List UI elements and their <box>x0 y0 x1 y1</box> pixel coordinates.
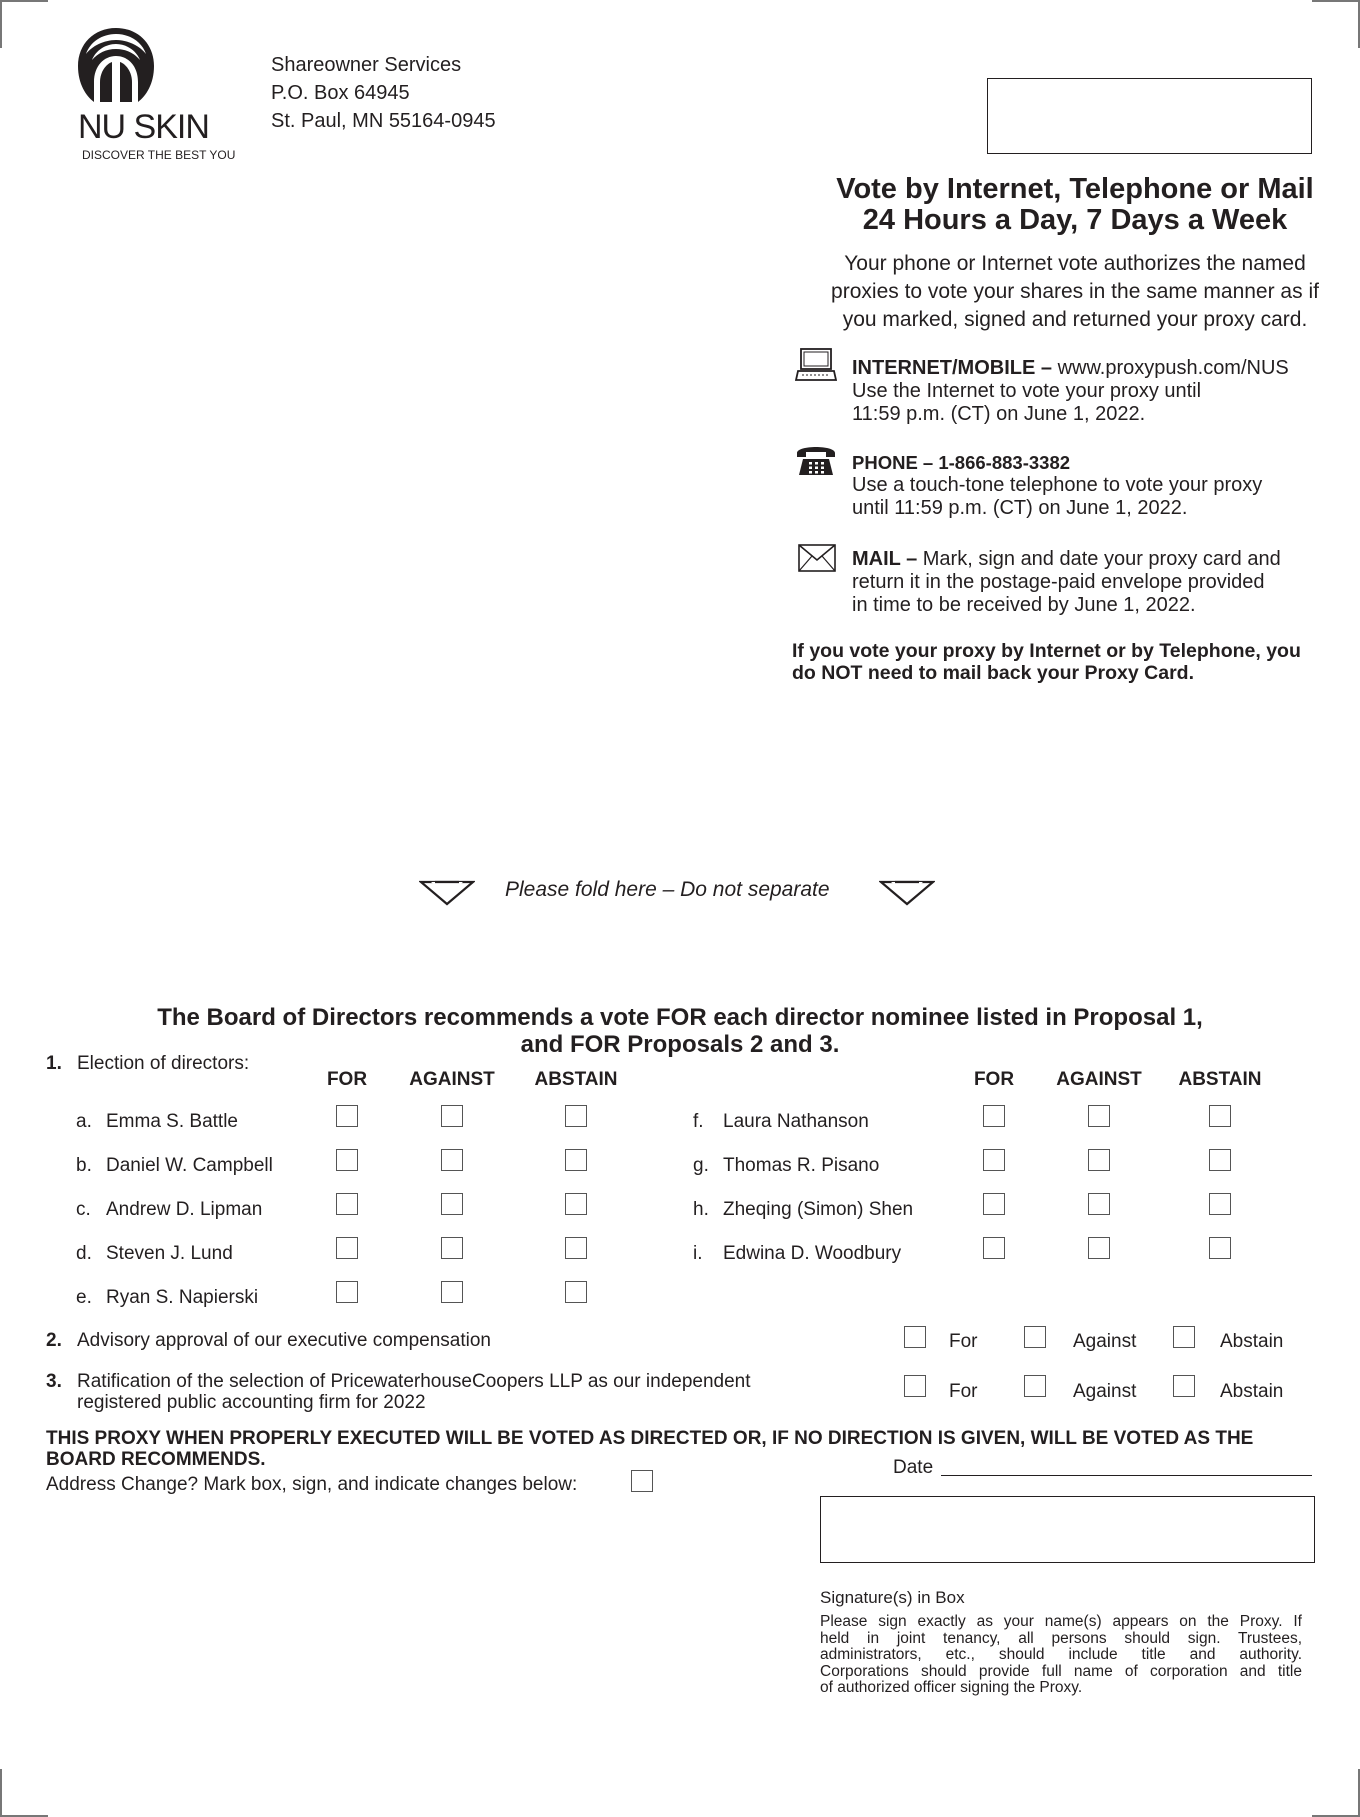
crop-mark-bl-h <box>0 1815 48 1817</box>
nominee-e-abstain-checkbox[interactable] <box>565 1281 587 1303</box>
logo-emblem-icon <box>76 26 156 106</box>
address-change-label: Address Change? Mark box, sign, and indicate changes below: <box>46 1474 578 1495</box>
phone-label: PHONE – 1-866-883-3382 <box>852 452 1071 473</box>
nominee-letter: e. <box>76 1287 92 1308</box>
mail-method <box>852 548 1357 617</box>
mail-back-note-line2: do NOT need to mail back your Proxy Card. <box>792 662 1195 684</box>
proposal-3-abstain-label: Abstain <box>1220 1381 1284 1402</box>
return-address-line2: P.O. Box 64945 <box>271 82 410 104</box>
proposal-3-for-label: For <box>949 1381 978 1402</box>
fold-instructions: Please fold here – Do not separate <box>505 878 830 901</box>
nominee-row-f <box>680 1104 1360 1140</box>
mail-line1: Mark, sign and date your proxy card and <box>917 548 1281 570</box>
crop-mark-br-h <box>1312 1815 1360 1817</box>
proposal-2-abstain-checkbox[interactable] <box>1173 1326 1195 1348</box>
nominee-e-against-checkbox[interactable] <box>441 1281 463 1303</box>
nominee-name: Emma S. Battle <box>106 1111 238 1132</box>
voting-intro-line1: Your phone or Internet vote authorizes the named <box>844 252 1306 275</box>
address-change-checkbox[interactable] <box>631 1470 653 1492</box>
signature-instructions-line4: Corporations should provide full name of corporation and title <box>820 1662 1302 1680</box>
nominee-row-e <box>0 1280 680 1316</box>
nominee-c-against-checkbox[interactable] <box>441 1193 463 1215</box>
nominee-g-abstain-checkbox[interactable] <box>1209 1149 1231 1171</box>
mail-line3: in time to be received by June 1, 2022. <box>852 594 1196 616</box>
nominee-row-b <box>0 1148 680 1184</box>
nominee-name: Steven J. Lund <box>106 1243 233 1264</box>
proposal-3-label-line1: Ratification of the selection of PricewaterhouseCoopers LLP as our independent <box>77 1371 751 1392</box>
nominee-letter: h. <box>693 1199 709 1220</box>
voting-intro <box>795 250 1355 334</box>
right-col-against-header: AGAINST <box>1056 1069 1142 1090</box>
signature-instructions-line5: of authorized officer signing the Proxy. <box>820 1679 1083 1696</box>
proposal-3-against-label: Against <box>1073 1381 1137 1402</box>
proposal-2-against-label: Against <box>1073 1331 1137 1352</box>
nominee-name: Zheqing (Simon) Shen <box>723 1199 914 1220</box>
nominee-i-abstain-checkbox[interactable] <box>1209 1237 1231 1259</box>
proposal-3-abstain-checkbox[interactable] <box>1173 1375 1195 1397</box>
signature-instructions-line1: Please sign exactly as your name(s) appears on the Proxy. If <box>820 1613 1302 1630</box>
proposal-3-number: 3. <box>46 1371 62 1392</box>
nominee-row-h <box>680 1192 1360 1228</box>
proposal-1-label: Election of directors: <box>77 1053 250 1074</box>
crop-mark-tr-v <box>1358 0 1360 48</box>
proposal-3-label-line2: registered public accounting firm for 2022 <box>77 1392 426 1413</box>
fold-arrow-left-icon <box>419 880 475 906</box>
date-label: Date <box>893 1457 934 1478</box>
mail-back-note <box>792 640 1352 684</box>
signature-label: Signature(s) in Box <box>820 1588 965 1607</box>
proposal-2-against-checkbox[interactable] <box>1024 1326 1046 1348</box>
voting-title-line1: Vote by Internet, Telephone or Mail <box>836 173 1314 205</box>
nominee-row-c <box>0 1192 680 1228</box>
mail-label: MAIL – <box>852 548 918 570</box>
signature-instructions-line3: administrators, etc., should include title and authority. <box>820 1646 1302 1663</box>
phone-line3: until 11:59 p.m. (CT) on June 1, 2022. <box>852 497 1188 519</box>
proposal-2-number: 2. <box>46 1330 62 1351</box>
nominee-e-for-checkbox[interactable] <box>336 1281 358 1303</box>
internet-method <box>852 357 1357 426</box>
voting-intro-line3: you marked, signed and returned your proxy card. <box>842 308 1308 331</box>
signature-box[interactable] <box>820 1496 1315 1563</box>
mail-line2: return it in the postage-paid envelope provided <box>852 571 1265 593</box>
right-col-abstain-header: ABSTAIN <box>1178 1069 1262 1090</box>
proposal-2-abstain-label: Abstain <box>1220 1331 1284 1352</box>
proposal-2-label: Advisory approval of our executive compensation <box>77 1330 492 1351</box>
proxy-execution-note-line1: THIS PROXY WHEN PROPERLY EXECUTED WILL BE VOTED AS DIRECTED OR, IF NO DIRECTION IS GIVEN, WILL BE VOTED AS THE <box>46 1428 1254 1449</box>
internet-line3: 11:59 p.m. (CT) on June 1, 2022. <box>852 403 1146 425</box>
proxy-execution-note <box>46 1428 1336 1470</box>
board-recommendation-line1: The Board of Directors recommends a vote FOR each director nominee listed in Proposal 1, <box>157 1004 1203 1031</box>
signature-instructions <box>820 1614 1302 1697</box>
nominee-f-against-checkbox[interactable] <box>1088 1105 1110 1127</box>
nominee-row-a <box>0 1104 680 1140</box>
proposal-2-for-checkbox[interactable] <box>904 1326 926 1348</box>
right-col-for-header: FOR <box>973 1069 1015 1090</box>
nominee-name: Laura Nathanson <box>723 1111 869 1132</box>
crop-mark-tr-h <box>1312 0 1360 2</box>
nominee-a-against-checkbox[interactable] <box>441 1105 463 1127</box>
nominee-name: Edwina D. Woodbury <box>723 1243 902 1264</box>
voting-title-line2: 24 Hours a Day, 7 Days a Week <box>862 204 1288 236</box>
nominee-i-for-checkbox[interactable] <box>983 1237 1005 1259</box>
internet-line2: Use the Internet to vote your proxy until <box>852 380 1202 402</box>
nominee-letter: d. <box>76 1243 92 1264</box>
crop-mark-br-v <box>1358 1769 1360 1817</box>
proposal-1-number: 1. <box>46 1053 62 1074</box>
board-recommendation <box>60 1004 1300 1058</box>
nominee-d-against-checkbox[interactable] <box>441 1237 463 1259</box>
voting-title <box>800 174 1350 236</box>
nominee-letter: g. <box>693 1155 709 1176</box>
phone-method <box>852 451 1357 520</box>
nominee-a-abstain-checkbox[interactable] <box>565 1105 587 1127</box>
nominee-letter: i. <box>693 1243 703 1264</box>
proxy-execution-note-line2: BOARD RECOMMENDS. <box>46 1449 266 1470</box>
nominee-name: Thomas R. Pisano <box>723 1155 880 1176</box>
crop-mark-bl-v <box>0 1769 2 1817</box>
nominee-a-for-checkbox[interactable] <box>336 1105 358 1127</box>
nominee-h-against-checkbox[interactable] <box>1088 1193 1110 1215</box>
return-address <box>271 51 496 135</box>
signature-instructions-line2: held in joint tenancy, all persons should sign. Trustees, <box>820 1629 1302 1647</box>
nominee-d-abstain-checkbox[interactable] <box>565 1237 587 1259</box>
board-recommendation-line2: and FOR Proposals 2 and 3. <box>520 1031 840 1058</box>
crop-mark-tl-h <box>0 0 48 2</box>
logo-name: NU SKIN <box>78 108 209 146</box>
logo-tagline: DISCOVER THE BEST YOU <box>82 148 236 162</box>
nominee-c-for-checkbox[interactable] <box>336 1193 358 1215</box>
date-line[interactable] <box>941 1475 1312 1476</box>
nominee-letter: a. <box>76 1111 92 1132</box>
company-logo <box>74 26 244 166</box>
left-col-against-header: AGAINST <box>409 1069 495 1090</box>
nominee-h-for-checkbox[interactable] <box>983 1193 1005 1215</box>
nominee-g-against-checkbox[interactable] <box>1088 1149 1110 1171</box>
crop-mark-tl-v <box>0 0 2 48</box>
nominee-row-d <box>0 1236 680 1272</box>
proposal-3-label <box>77 1371 751 1413</box>
proposal-3-against-checkbox[interactable] <box>1024 1375 1046 1397</box>
mail-back-note-line1: If you vote your proxy by Internet or by Telephone, you <box>792 640 1301 662</box>
nominee-row-i <box>680 1236 1360 1272</box>
nominee-row-g <box>680 1148 1360 1184</box>
nominee-g-for-checkbox[interactable] <box>983 1149 1005 1171</box>
nominee-i-against-checkbox[interactable] <box>1088 1237 1110 1259</box>
nominee-letter: c. <box>76 1199 91 1220</box>
nominee-name: Daniel W. Campbell <box>106 1155 273 1176</box>
nominee-c-abstain-checkbox[interactable] <box>565 1193 587 1215</box>
internet-label: INTERNET/MOBILE – <box>852 357 1053 379</box>
nominee-name: Andrew D. Lipman <box>106 1199 263 1220</box>
nominee-b-against-checkbox[interactable] <box>441 1149 463 1171</box>
return-address-line1: Shareowner Services <box>271 54 462 76</box>
nominee-letter: f. <box>693 1111 704 1132</box>
return-address-line3: St. Paul, MN 55164-0945 <box>271 110 496 132</box>
phone-line2: Use a touch-tone telephone to vote your proxy <box>852 474 1263 496</box>
voting-intro-line2: proxies to vote your shares in the same manner as if <box>831 280 1319 303</box>
internet-url[interactable]: www.proxypush.com/NUS <box>1052 357 1289 379</box>
left-col-for-header: FOR <box>326 1069 368 1090</box>
nominee-b-abstain-checkbox[interactable] <box>565 1149 587 1171</box>
nominee-name: Ryan S. Napierski <box>106 1287 259 1308</box>
account-info-box <box>987 78 1312 154</box>
proposal-2-for-label: For <box>949 1331 978 1352</box>
proposal-3-for-checkbox[interactable] <box>904 1375 926 1397</box>
nominee-d-for-checkbox[interactable] <box>336 1237 358 1259</box>
nominee-letter: b. <box>76 1155 92 1176</box>
fold-arrow-right-icon <box>879 880 935 906</box>
laptop-icon <box>795 347 837 383</box>
nominee-f-abstain-checkbox[interactable] <box>1209 1105 1231 1127</box>
left-col-abstain-header: ABSTAIN <box>534 1069 618 1090</box>
nominee-h-abstain-checkbox[interactable] <box>1209 1193 1231 1215</box>
telephone-icon <box>795 443 837 477</box>
envelope-icon <box>798 544 836 572</box>
nominee-f-for-checkbox[interactable] <box>983 1105 1005 1127</box>
nominee-b-for-checkbox[interactable] <box>336 1149 358 1171</box>
